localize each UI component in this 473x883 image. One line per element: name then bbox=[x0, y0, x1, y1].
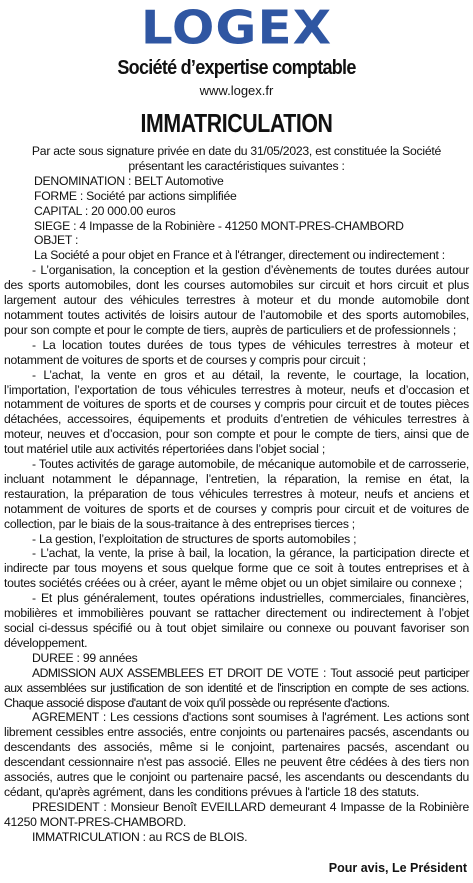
notice-body bbox=[4, 144, 469, 845]
company-tagline: Société d’expertise comptable bbox=[117, 57, 356, 79]
objet-item: - L’organisation, la conception et la gestion d’évènements de toutes durées autour des sports automobiles, dont les courses automobiles sur circuit et hors circuit et plus largement autour des véhicules terrestres à moteur et du monde automobile dont notamment toutes activités de loisirs autour de l’automobile et des sports automobiles, pour son compte et pour le compte de tiers, auprès de particuliers et de professionnels ; bbox=[4, 263, 469, 337]
logex-logo: LOGEX bbox=[140, 1, 333, 55]
objet-item: - L’achat, la vente en gros et au détail, la revente, le courtage, la location, l’importation, l’exportation de tous véhicules terrestres à moteur, neufs et d’occasion et notamment de voitures de sports et de courses y compris pour circuit et de toutes pièces détachées, accessoires, équipements et produits d’entretien de véhicules terrestres à moteur, neuves et d’occasion, pour son compte et pour le compte de tiers, ainsi que de tout matériel utile aux activités répertoriées dans l’objet social ; bbox=[4, 367, 469, 457]
agrement-paragraph: AGREMENT : Les cessions d'actions sont soumises à l'agrément. Les actions sont librement cessibles entre associés, entre conjoints ou partenaires pacsés, ascendants ou descendants des associés, même si le conjoint, partenaires pacsés, ascendant ou descendant cessionnaire n'est pas associé. Elles ne peuvent être cédées à des tiers non associés, autres que le conjoint ou partenaire pacsé, les ascendants ou descendants du cédant, qu'après agrément, dans les conditions prévues à l'article 18 des statuts. bbox=[4, 710, 469, 799]
president-paragraph: PRESIDENT : Monsieur Benoît EVEILLARD demeurant 4 Impasse de la Robinière 41250 MONT-PRES-CHAMBORD. bbox=[4, 799, 469, 829]
notice-intro: Par acte sous signature privée en date du 31/05/2023, est constituée la Société présentant les caractéristiques suivantes : bbox=[31, 144, 442, 173]
denomination-line: DENOMINATION : BELT Automotive bbox=[34, 173, 224, 188]
capital-line: CAPITAL : 20 000.00 euros bbox=[34, 203, 176, 218]
objet-intro: La Société a pour objet en France et à l'étranger, directement ou indirectement : bbox=[34, 248, 445, 263]
objet-item: - L’achat, la vente, la prise à bail, la location, la gérance, la participation directe et indirecte par tous moyens et sous quelque forme que ce soit à toutes entreprises et à toutes sociétés créées ou à créer, ayant le même objet ou un objet similaire ou connexe ; bbox=[4, 546, 469, 591]
website-link[interactable]: www.logex.fr bbox=[199, 83, 274, 98]
signature-line: Pour avis, Le Président bbox=[328, 861, 467, 875]
admission-paragraph: ADMISSION AUX ASSEMBLEES ET DROIT DE VOTE : Tout associé peut participer aux assemblées sur justification de son identité et de l'inscription en compte de ses actions. Chaque associé dispose d'autant de voix qu'il possède ou représente d'actions. bbox=[4, 665, 469, 710]
duree-line: DUREE : 99 années bbox=[32, 650, 138, 665]
forme-line: FORME : Société par actions simplifiée bbox=[34, 188, 237, 203]
siege-line: SIEGE : 4 Impasse de la Robinière - 41250 MONT-PRES-CHAMBORD bbox=[34, 218, 404, 233]
objet-item: - Toutes activités de garage automobile, de mécanique automobile et de carrosserie, incluant notamment le dépannage, l’entretien, la réparation, la remise en état, la restauration, la préparation de tous véhicules terrestres à moteur, neufs et anciens et notamment de voitures de sports et de courses y compris pour circuit et de voitures de collection, par le biais de la sous-traitance à des entreprises tierces ; bbox=[4, 457, 469, 531]
notice-title: IMMATRICULATION bbox=[140, 108, 333, 138]
immatriculation-line: IMMATRICULATION : au RCS de BLOIS. bbox=[32, 829, 248, 844]
objet-item: - La gestion, l’exploitation de structures de sports automobiles ; bbox=[32, 531, 357, 546]
objet-label: OBJET : bbox=[34, 233, 79, 248]
objet-item: - Et plus généralement, toutes opérations industrielles, commerciales, financières, mobilières et immobilières pouvant se rattacher directement ou indirectement à l’objet social ci-dessus spécifié ou à tout objet similaire ou connexe ou pouvant favoriser son développement. bbox=[4, 591, 469, 650]
objet-item: - La location toutes durées de tous types de véhicules terrestres à moteur et notamment de voitures de sports et de courses y compris pour circuit ; bbox=[4, 337, 469, 367]
